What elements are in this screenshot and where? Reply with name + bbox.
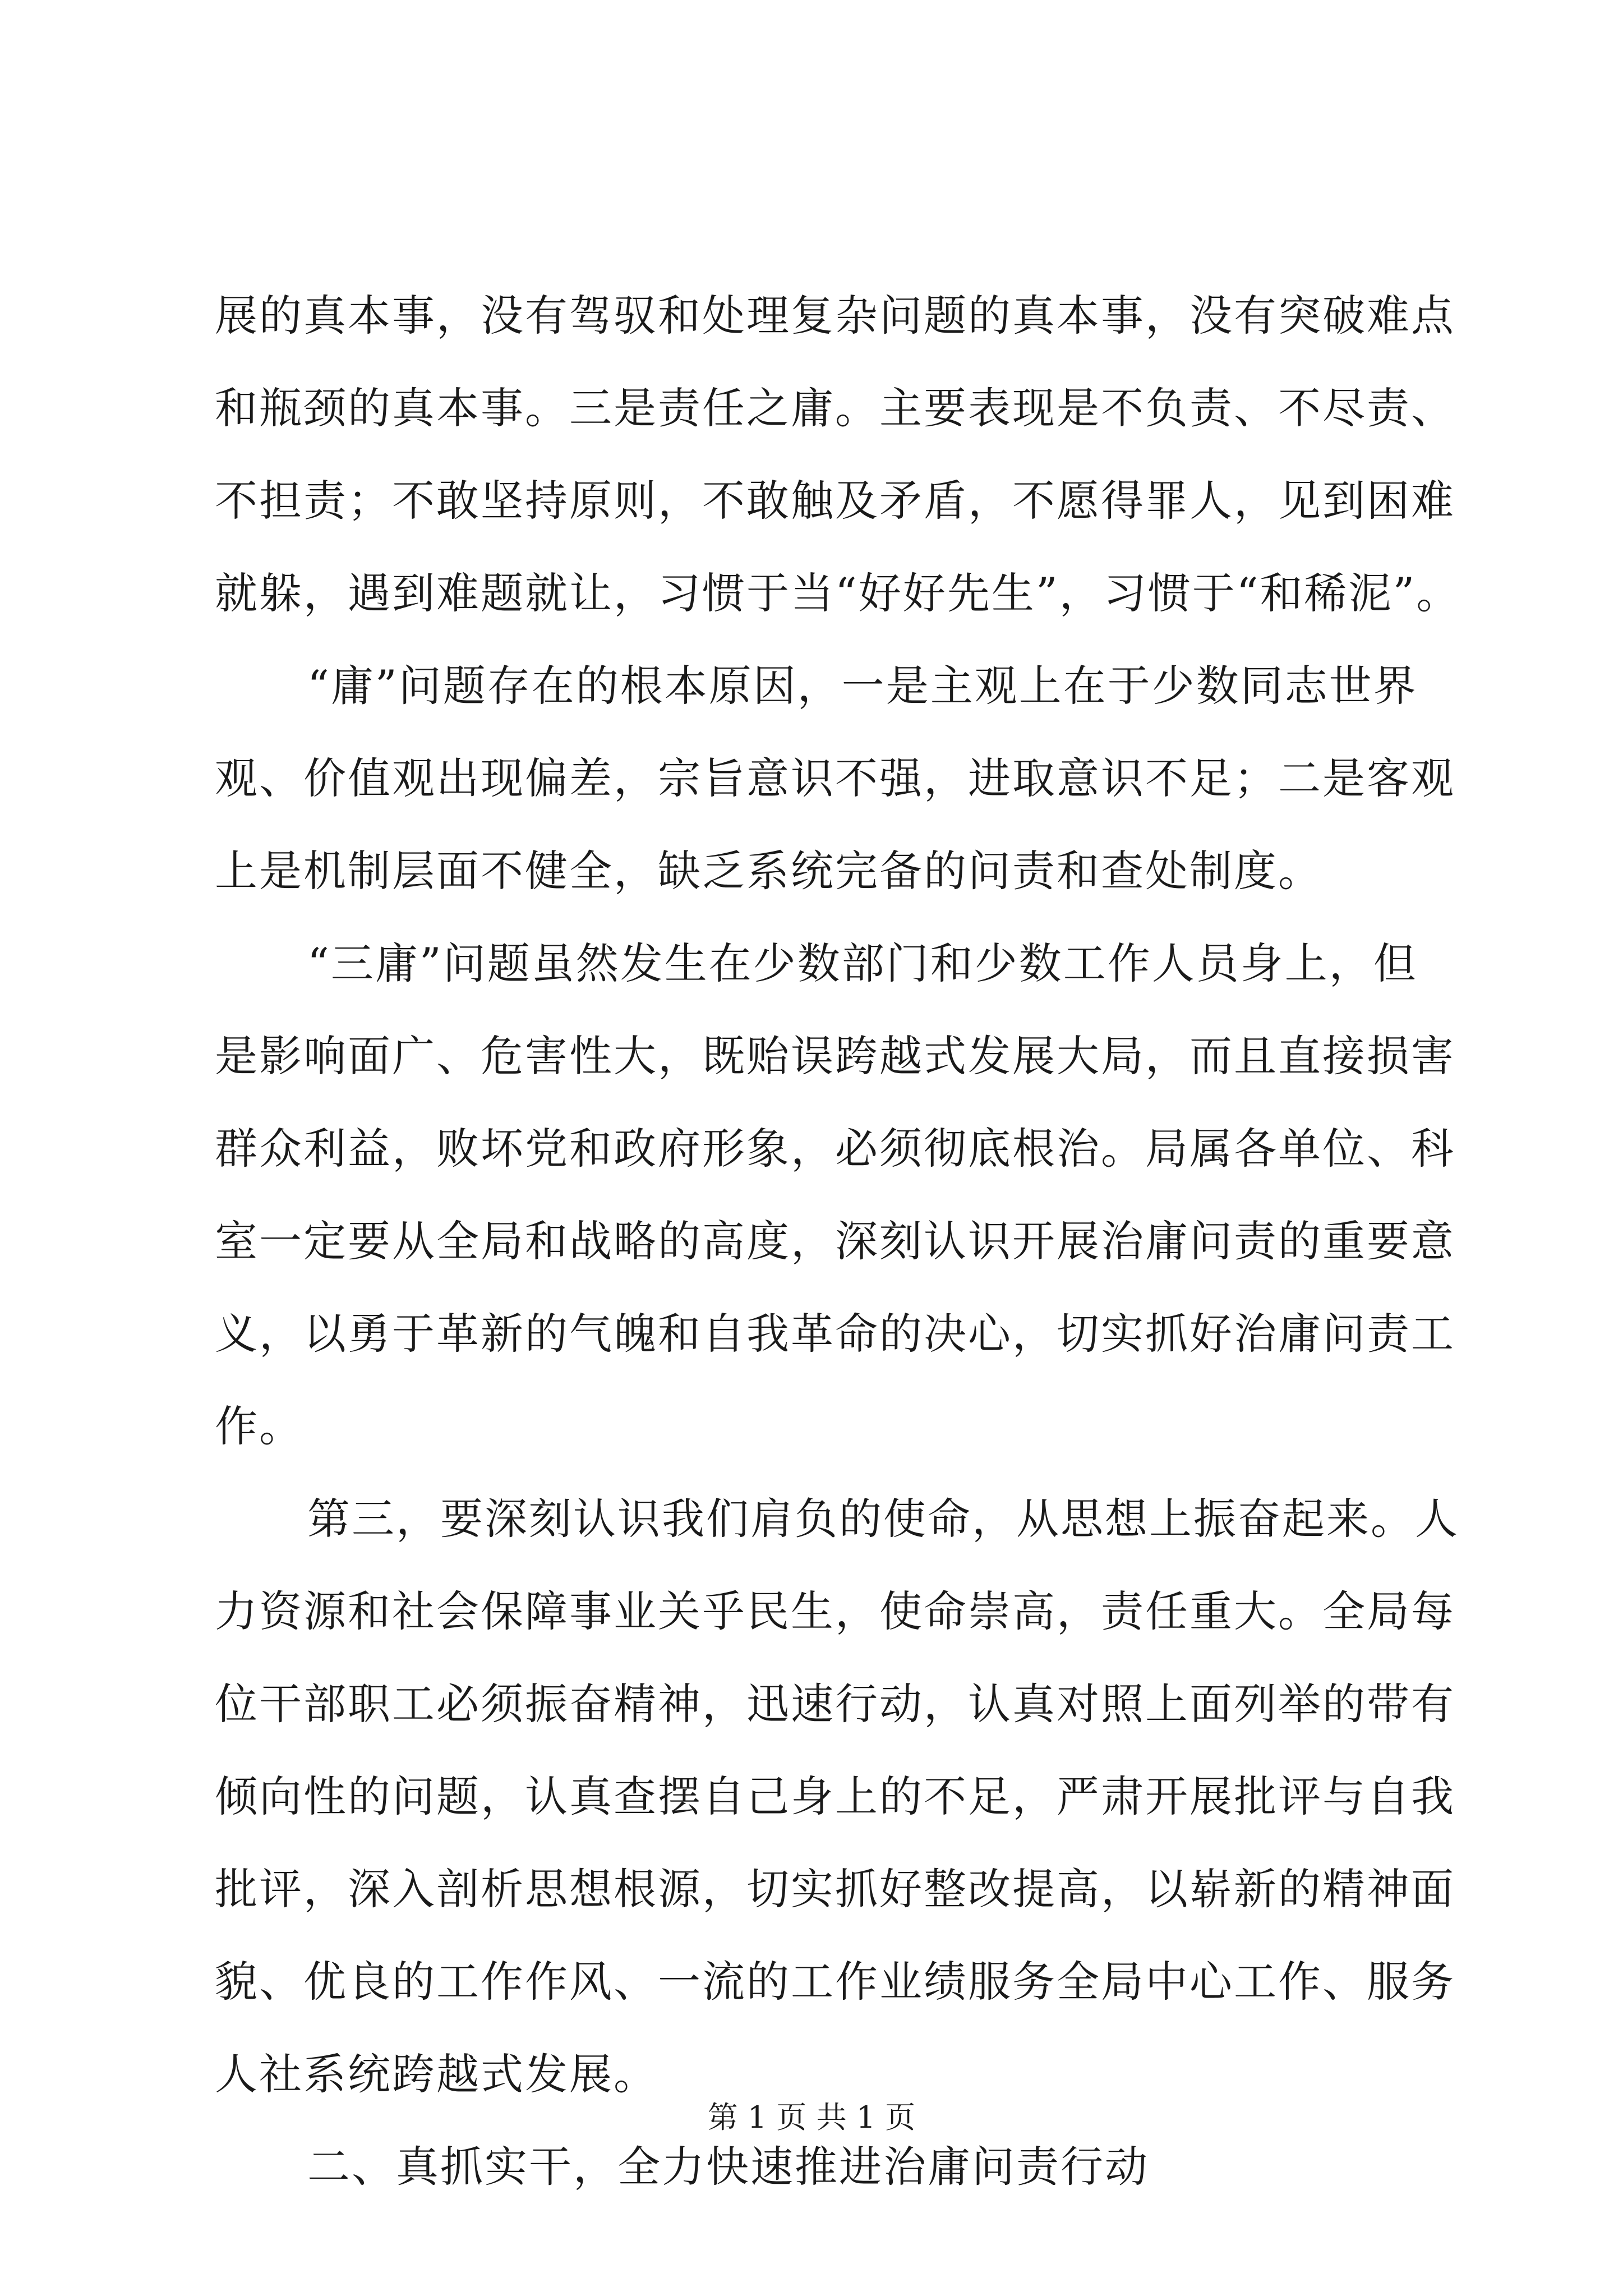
text-line: 力资源和社会保障事业关乎民生，使命崇高，责任重大。全局每 [215, 1586, 1455, 1636]
section-heading: 二、真抓实干，全力快速推进治庸问责行动 [307, 2142, 1149, 2192]
paragraph-start-line: “庸”问题存在的根本原因，一是主观上在于少数同志世界 [307, 661, 1418, 711]
paragraph-start-line: 第三，要深刻认识我们肩负的使命，从思想上振奋起来。人 [307, 1494, 1459, 1544]
text-line: 和瓶颈的真本事。三是责任之庸。主要表现是不负责、不尽责、 [215, 383, 1455, 433]
text-line: 貌、优良的工作作风、一流的工作业绩服务全局中心工作、服务 [215, 1957, 1455, 2007]
text-line: 上是机制层面不健全，缺乏系统完备的问责和查处制度。 [215, 846, 1322, 896]
text-line: 义，以勇于革新的气魄和自我革命的决心，切实抓好治庸问责工 [215, 1309, 1455, 1359]
text-line: 观、价值观出现偏差，宗旨意识不强，进取意识不足；二是客观 [215, 753, 1455, 803]
text-line: 展的真本事，没有驾驭和处理复杂问题的真本事，没有突破难点 [215, 291, 1455, 341]
text-line: 不担责；不敢坚持原则，不敢触及矛盾，不愿得罪人，见到困难 [215, 476, 1455, 526]
paragraph-start-line: “三庸”问题虽然发生在少数部门和少数工作人员身上，但 [307, 938, 1418, 988]
text-line: 倾向性的问题，认真查摆自己身上的不足，严肃开展批评与自我 [215, 1772, 1455, 1821]
text-line: 就躲，遇到难题就让，习惯于当“好好先生”，习惯于“和稀泥”。 [215, 568, 1461, 618]
text-line: 人社系统跨越式发展。 [215, 2049, 658, 2099]
text-line: 位干部职工必须振奋精神，迅速行动，认真对照上面列举的带有 [215, 1679, 1455, 1729]
text-line: 群众利益，败坏党和政府形象，必须彻底根治。局属各单位、科 [215, 1124, 1455, 1174]
page-number-footer: 第 1 页 共 1 页 [707, 2100, 916, 2135]
text-line: 作。 [215, 1401, 303, 1451]
document-body [215, 269, 1461, 2213]
text-line: 室一定要从全局和战略的高度，深刻认识开展治庸问责的重要意 [215, 1216, 1455, 1266]
text-line: 批评，深入剖析思想根源，切实抓好整改提高，以崭新的精神面 [215, 1864, 1455, 1914]
text-line: 是影响面广、危害性大，既贻误跨越式发展大局，而且直接损害 [215, 1031, 1455, 1081]
